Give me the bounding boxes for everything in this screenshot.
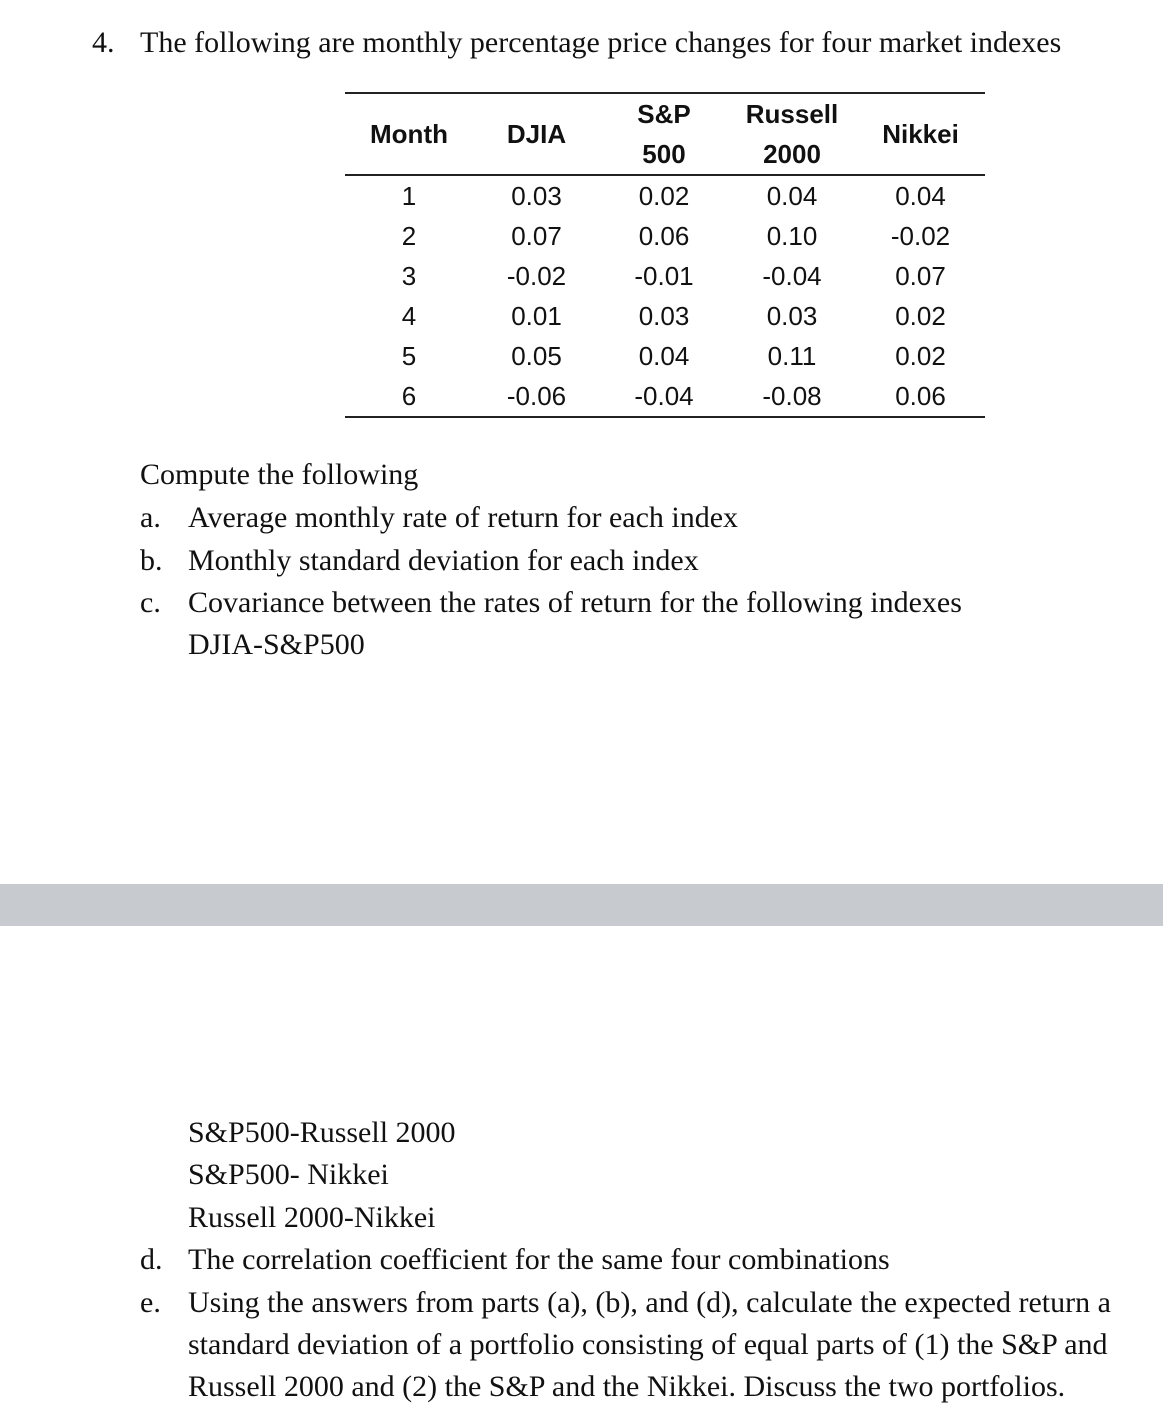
item-e-letter: e. (140, 1286, 161, 1319)
cell-sp500: 0.04 (638, 341, 690, 371)
cell-nikkei: 0.02 (895, 301, 946, 331)
item-c-letter: c. (140, 586, 161, 619)
header-sp500 (600, 93, 728, 175)
cell-djia: -0.02 (506, 261, 567, 291)
table-row (345, 336, 985, 376)
item-d-letter: d. (140, 1243, 163, 1276)
item-b-text: Monthly standard deviation for each index (188, 544, 699, 577)
cell-russell2000: -0.04 (762, 261, 822, 291)
table-row (345, 175, 985, 216)
header-russell-line2: 2000 (763, 139, 821, 169)
cell-month: 5 (401, 341, 417, 371)
item-a-letter: a. (140, 501, 161, 534)
cell-djia: 0.07 (511, 221, 562, 251)
header-nikkei: Nikkei (882, 119, 959, 149)
table-row (345, 376, 985, 417)
pair-djia-sp500: DJIA-S&P500 (188, 628, 365, 661)
cell-djia: 0.03 (511, 181, 562, 211)
cell-month: 6 (401, 381, 417, 411)
cell-russell2000: 0.04 (766, 181, 818, 211)
page-separator-band (0, 884, 1163, 926)
cell-nikkei: 0.02 (895, 341, 946, 371)
cell-nikkei: 0.06 (895, 381, 946, 411)
cell-sp500: -0.04 (634, 381, 694, 411)
item-b-letter: b. (140, 544, 163, 577)
item-c-text: Covariance between the rates of return for the following indexes (188, 586, 962, 619)
cell-nikkei: 0.04 (895, 181, 946, 211)
index-returns-table (345, 92, 985, 418)
cell-djia: 0.01 (511, 301, 562, 331)
cell-month: 4 (401, 301, 417, 331)
item-d-text: The correlation coefficient for the same four combinations (188, 1243, 890, 1276)
cell-russell2000: 0.11 (767, 341, 817, 371)
header-russell-line1: Russell (745, 99, 839, 129)
header-month: Month (370, 119, 448, 149)
cell-sp500: 0.02 (638, 181, 690, 211)
cell-nikkei: -0.02 (890, 221, 951, 251)
table-row (345, 296, 985, 336)
cell-sp500: -0.01 (634, 261, 694, 291)
item-e-line3: Russell 2000 and (2) the S&P and the Nikkei. Discuss the two portfolios. (188, 1370, 1066, 1403)
item-e-line2: standard deviation of a portfolio consisting of equal parts of (1) the S&P and (188, 1328, 1108, 1361)
cell-russell2000: -0.08 (762, 381, 822, 411)
cell-sp500: 0.06 (638, 221, 690, 251)
cell-month: 3 (401, 261, 417, 291)
pair-sp500-russell2000: S&P500-Russell 2000 (188, 1116, 456, 1149)
header-sp500-line1: S&P (637, 99, 691, 129)
cell-djia: -0.06 (506, 381, 567, 411)
cell-sp500: 0.03 (638, 301, 690, 331)
pair-russell2000-nikkei: Russell 2000-Nikkei (188, 1201, 436, 1234)
item-a-text: Average monthly rate of return for each index (188, 501, 739, 534)
cell-month: 2 (401, 221, 417, 251)
item-e-line1: Using the answers from parts (a), (b), and (d), calculate the expected return a (188, 1286, 1111, 1319)
cell-nikkei: 0.07 (895, 261, 946, 291)
cell-month: 1 (401, 181, 417, 211)
pair-sp500-nikkei: S&P500- Nikkei (188, 1158, 389, 1191)
question-number: 4. (92, 26, 115, 59)
cell-russell2000: 0.10 (766, 221, 818, 251)
table-row (345, 256, 985, 296)
compute-heading: Compute the following (140, 458, 419, 491)
header-djia: DJIA (506, 119, 567, 149)
table-header-row (345, 93, 985, 175)
header-sp500-line2: 500 (642, 139, 686, 169)
cell-djia: 0.05 (511, 341, 562, 371)
header-russell2000 (728, 93, 856, 175)
cell-russell2000: 0.03 (766, 301, 818, 331)
table-row (345, 216, 985, 256)
question-text: The following are monthly percentage price changes for four market indexes (140, 26, 1062, 59)
